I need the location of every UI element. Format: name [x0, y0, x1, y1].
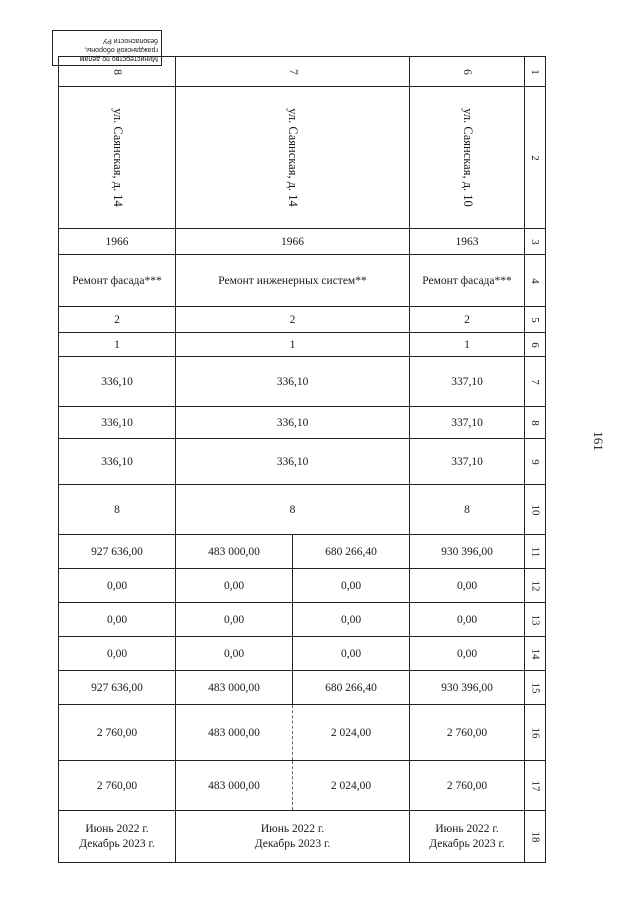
amount-cell: 0,00 — [410, 603, 525, 637]
value-cell: 1 — [59, 333, 176, 357]
amount-cell: 0,00 — [59, 569, 176, 603]
value-cell: 1 — [176, 333, 410, 357]
period-start: Июнь 2022 г. — [435, 822, 499, 835]
amount-cell: 2 760,00 — [59, 761, 176, 811]
amount-cell: 930 396,00 — [410, 535, 525, 569]
amount-cell: 2 024,00 — [293, 705, 410, 761]
row-number: 10 — [525, 485, 546, 535]
period-cell — [410, 811, 525, 863]
amount-cell: 0,00 — [293, 603, 410, 637]
amount-cell: 680 266,40 — [293, 671, 410, 705]
value-cell: 8 — [176, 485, 410, 535]
amount-cell: 0,00 — [176, 637, 293, 671]
table-row — [59, 811, 546, 863]
table-row — [59, 535, 546, 569]
table-row — [59, 761, 546, 811]
value-cell: 336,10 — [59, 407, 176, 439]
address-cell: ул. Саянская, д. 14 — [59, 87, 176, 229]
table-row — [59, 407, 546, 439]
amount-cell: 2 760,00 — [410, 761, 525, 811]
table-row — [59, 439, 546, 485]
amount-cell: 0,00 — [176, 603, 293, 637]
period-end: Декабрь 2023 г. — [79, 837, 155, 850]
row-number: 18 — [525, 811, 546, 863]
amount-cell: 483 000,00 — [176, 705, 293, 761]
amount-cell: 0,00 — [176, 569, 293, 603]
column-number-cell: 8 — [59, 57, 176, 87]
value-cell: 8 — [59, 485, 176, 535]
page-number: 161 — [590, 431, 606, 451]
amount-cell: 0,00 — [293, 569, 410, 603]
value-cell: 8 — [410, 485, 525, 535]
row-number: 14 — [525, 637, 546, 671]
value-cell: 337,10 — [410, 439, 525, 485]
work-type-cell: Ремонт фасада*** — [410, 255, 525, 307]
column-number-cell: 6 — [410, 57, 525, 87]
amount-cell: 2 760,00 — [410, 705, 525, 761]
stamp-line: безопасности РУ — [102, 37, 158, 44]
table-row — [59, 485, 546, 535]
value-cell: 337,10 — [410, 407, 525, 439]
row-number: 5 — [525, 307, 546, 333]
value-cell: 336,10 — [59, 439, 176, 485]
row-number: 3 — [525, 229, 546, 255]
amount-cell: 0,00 — [59, 637, 176, 671]
period-cell — [59, 811, 176, 863]
row-number: 8 — [525, 407, 546, 439]
row-number: 4 — [525, 255, 546, 307]
table-row — [59, 603, 546, 637]
year-cell: 1963 — [410, 229, 525, 255]
stamp-line: гражданской обороны, — [84, 46, 158, 53]
value-cell: 336,10 — [176, 407, 410, 439]
row-number: 13 — [525, 603, 546, 637]
row-number: 7 — [525, 357, 546, 407]
repair-schedule-table — [58, 56, 546, 863]
value-cell: 1 — [410, 333, 525, 357]
table-row — [59, 87, 546, 229]
row-number: 12 — [525, 569, 546, 603]
row-number: 15 — [525, 671, 546, 705]
column-number-cell: 7 — [176, 57, 410, 87]
year-cell: 1966 — [59, 229, 176, 255]
value-cell: 2 — [410, 307, 525, 333]
table-row — [59, 671, 546, 705]
value-cell: 2 — [176, 307, 410, 333]
value-cell: 336,10 — [176, 357, 410, 407]
table-row — [59, 637, 546, 671]
amount-cell: 483 000,00 — [176, 535, 293, 569]
amount-cell: 483 000,00 — [176, 671, 293, 705]
period-start: Июнь 2022 г. — [260, 822, 325, 835]
value-cell: 336,10 — [59, 357, 176, 407]
year-cell: 1966 — [176, 229, 410, 255]
table-row — [59, 569, 546, 603]
address-cell: ул. Саянская, д. 14 — [176, 87, 410, 229]
amount-cell: 0,00 — [410, 569, 525, 603]
amount-cell: 2 760,00 — [59, 705, 176, 761]
amount-cell: 483 000,00 — [176, 761, 293, 811]
row-number: 1 — [525, 57, 546, 87]
amount-cell: 680 266,40 — [293, 535, 410, 569]
table-row — [59, 307, 546, 333]
amount-cell: 0,00 — [59, 603, 176, 637]
amount-cell: 927 636,00 — [59, 671, 176, 705]
row-number: 16 — [525, 705, 546, 761]
amount-cell: 930 396,00 — [410, 671, 525, 705]
address-cell: ул. Саянская, д. 10 — [410, 87, 525, 229]
amount-cell: 2 024,00 — [293, 761, 410, 811]
row-number: 6 — [525, 333, 546, 357]
amount-cell: 0,00 — [293, 637, 410, 671]
table-row — [59, 357, 546, 407]
table-row — [59, 333, 546, 357]
stamp-line: Министерство по делам — [79, 55, 158, 62]
row-number: 17 — [525, 761, 546, 811]
row-number: 9 — [525, 439, 546, 485]
work-type-cell: Ремонт фасада*** — [59, 255, 176, 307]
amount-cell: 0,00 — [410, 637, 525, 671]
value-cell: 336,10 — [176, 439, 410, 485]
period-cell — [176, 811, 410, 863]
value-cell: 2 — [59, 307, 176, 333]
table-row — [59, 57, 546, 87]
table-row — [59, 229, 546, 255]
row-number: 2 — [525, 87, 546, 229]
table-row — [59, 705, 546, 761]
amount-cell: 927 636,00 — [59, 535, 176, 569]
period-end: Декабрь 2023 г. — [429, 837, 505, 850]
work-type-cell: Ремонт инженерных систем** — [176, 255, 410, 307]
period-end: Декабрь 2023 г. — [254, 837, 331, 850]
row-number: 11 — [525, 535, 546, 569]
table-row — [59, 255, 546, 307]
period-start: Июнь 2022 г. — [85, 822, 149, 835]
value-cell: 337,10 — [410, 357, 525, 407]
